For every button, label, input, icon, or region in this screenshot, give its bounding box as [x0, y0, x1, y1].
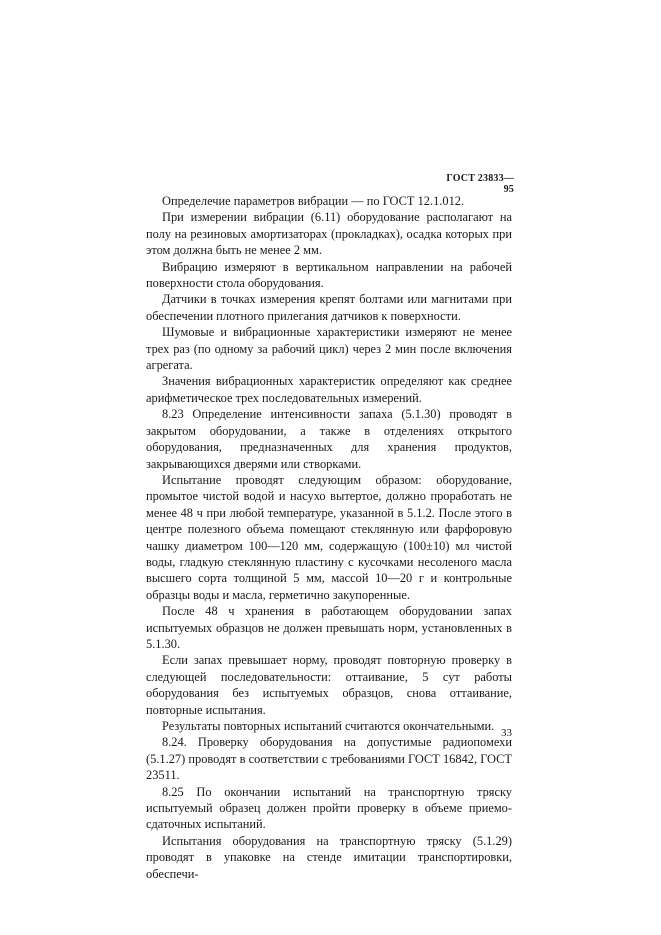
- paragraph-final-results: Результаты повторных испытаний считаются окончательными.: [162, 719, 495, 733]
- paragraph-vibration-direction: Вибрацию измеряют в вертикальном направлении на рабочей поверхности стола оборудования.: [146, 259, 512, 291]
- paragraph-after-48h: После 48 ч хранения в работающем оборудовании запах испытуемых образцов не должен превышать норм, установленных в 5.1.30.: [146, 604, 512, 651]
- paragraph-repeat-test: Если запах превышает норму, проводят повторную проверку в следующей последовательности: оттаивание, 5 сут работы оборудования без испытуемых образцов, снова оттаивание, повторные испытания.: [146, 653, 512, 717]
- paragraph-transport-shake: Испытания оборудования на транспортную тряску (5.1.29) проводят в упаковке на стенде имитации транспортировки, обеспечи-: [146, 833, 512, 881]
- page-number: 33: [501, 727, 512, 739]
- paragraph-noise-characteristics: Шумовые и вибрационные характеристики измеряют не менее трех раз (по одному за рабочий цикл) через 2 мин после включения агрегата.: [146, 325, 512, 373]
- paragraph-test-procedure: Испытание проводят следующим образом: оборудование, промытое чистой водой и насухо вытертое, должно проработать не менее 48 ч при любой температуре, указанной в 5.1.2. После этого в центре полезного объема помещают стеклянную или фарфоровую чашку диаметром 100—120 мм, содержащую (100±10) мл чистой воды, гладкую стеклянную пластину с кусочками несоленого масла высшего сорта толщиной 5 мм, массой 10—20 г и контрольные образцы воды и масла, герметично закупоренные.: [146, 472, 512, 602]
- paragraph-sensors: Датчики в точках измерения крепят болтами или магнитами при обеспечении плотного прилегания датчиков к поверхности.: [146, 292, 512, 323]
- body-text: [146, 193, 512, 882]
- paragraph-8-23: 8.23 Определение интенсивности запаха (5.1.30) проводят в закрытом оборудовании, а также в отделениях открытого оборудования, предназначенных для хранения продуктов, закрывающихся дверями или створками.: [146, 407, 512, 471]
- paragraph-8-24: 8.24. Проверку оборудования на допустимые радиопомехи (5.1.27) проводят в соответствии с требованиями ГОСТ 16842, ГОСТ 23511.: [146, 735, 512, 783]
- paragraph-average-values: Значения вибрационных характеристик определяют как среднее арифметическое трех последовательных измерений.: [146, 374, 512, 405]
- standard-header: ГОСТ 23833—95: [446, 173, 514, 195]
- paragraph-8-25: 8.25 По окончании испытаний на транспортную тряску испытуемый образец должен пройти проверку в объеме приемо-сдаточных испытаний.: [146, 784, 512, 832]
- paragraph-vibration-definition: Определечие параметров вибрации — по ГОСТ 12.1.012.: [162, 194, 465, 208]
- paragraph-vibration-measurement: При измерении вибрации (6.11) оборудование располагают на полу на резиновых амортизаторах (прокладках), осадка которых при этом должна быть не менее 2 мм.: [146, 210, 512, 258]
